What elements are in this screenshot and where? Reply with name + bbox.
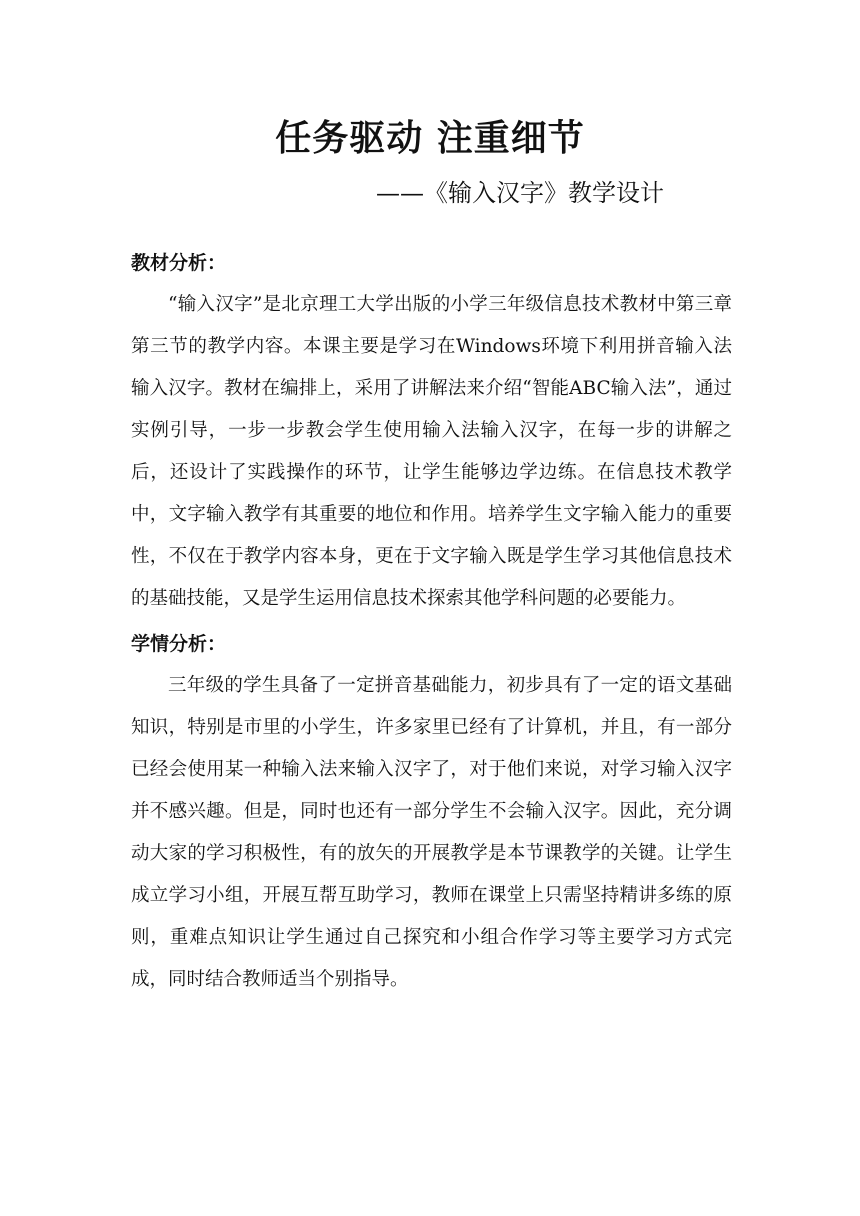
section-paragraph: 三年级的学生具备了一定拼音基础能力，初步具有了一定的语文基础知识，特别是市里的小学生，许多家里已经有了计算机，并且，有一部分已经会使用某一种输入法来输入汉字了，对于他们来说，对学习输入汉字并不感兴趣。但是，同时也还有一部分学生不会输入汉字。因此，充分调动大家的学习积极性，有的放矢的开展教学是本节课教学的关键。让学生成立学习小组，开展互帮互助学习，教师在课堂上只需坚持精讲多练的原则，重难点知识让学生通过自己探究和小组合作学习等主要学习方式完成，同时结合教师适当个别指导。	[131, 675, 732, 990]
section-textbook-analysis	[131, 242, 732, 620]
section-heading: 学情分析：	[131, 633, 227, 655]
section-student-analysis	[131, 623, 732, 1001]
document-title: 任务驱动 注重细节	[275, 117, 585, 159]
document-body	[131, 242, 732, 1001]
section-paragraph: “输入汉字”是北京理工大学出版的小学三年级信息技术教材中第三章第三节的教学内容。本课主要是学习在Windows环境下利用拼音输入法输入汉字。教材在编排上，采用了讲解法来介绍“智能ABC输入法”，通过实例引导，一步一步教会学生使用输入法输入汉字，在每一步的讲解之后，还设计了实践操作的环节，让学生能够边学边练。在信息技术教学中，文字输入教学有其重要的地位和作用。培养学生文字输入能力的重要性，不仅在于教学内容本身，更在于文字输入既是学生学习其他信息技术的基础技能，又是学生运用信息技术探索其他学科问题的必要能力。	[131, 294, 732, 609]
section-heading: 教材分析：	[131, 252, 227, 274]
document-subtitle: ——《输入汉字》教学设计	[376, 179, 664, 207]
